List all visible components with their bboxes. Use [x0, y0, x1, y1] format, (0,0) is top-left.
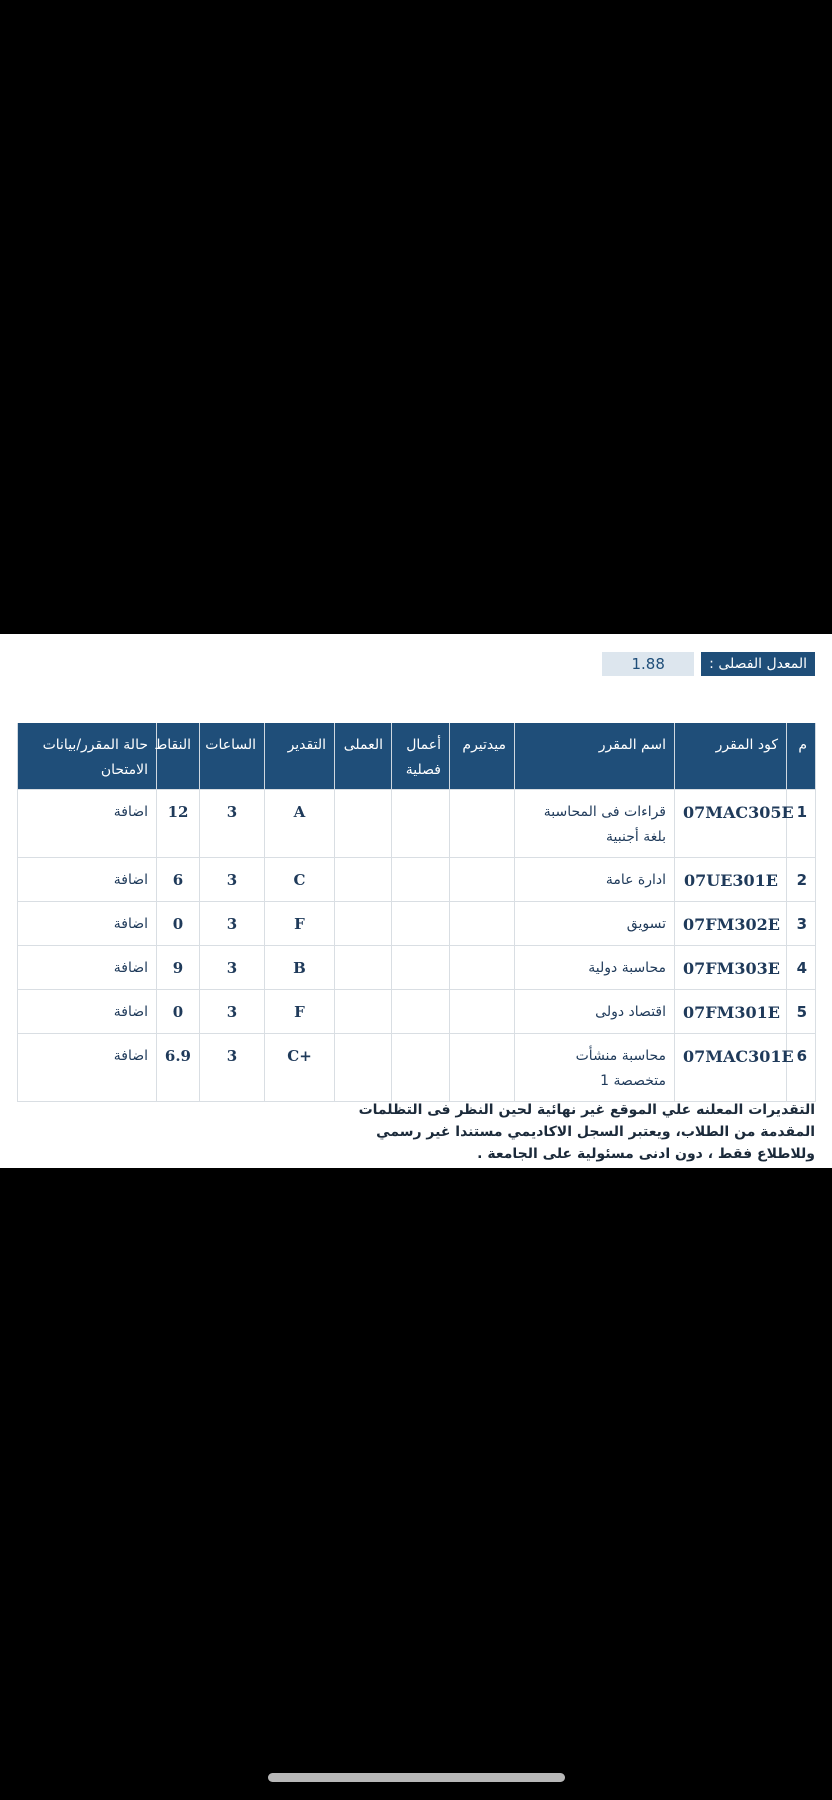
row-midterm — [450, 990, 515, 1034]
row-practical — [335, 790, 392, 858]
row-hours: 3 — [200, 990, 265, 1034]
row-grade: F — [265, 990, 335, 1034]
row-index: 5 — [787, 990, 816, 1034]
row-status: اضافة — [18, 790, 157, 858]
row-name: اقتصاد دولى — [515, 990, 675, 1034]
row-points: 0 — [157, 902, 200, 946]
table-row — [18, 1034, 816, 1102]
disclaimer-note: التقديرات المعلنه علي الموقع غير نهائية لحين النظر فى التظلمات المقدمة من الطلاب، ويعتبر السجل الاكاديمي مستندا غير رسمي وللاطلاع فقط ، دون ادنى مسئولية على الجامعة . — [358, 1102, 815, 1162]
row-coursework — [392, 946, 450, 990]
table-row — [18, 790, 816, 858]
header-grade: التقدير — [265, 723, 335, 790]
table-row — [18, 858, 816, 902]
row-status: اضافة — [18, 990, 157, 1034]
grades-table — [17, 723, 816, 1102]
header-midterm: ميدتيرم — [450, 723, 515, 790]
row-midterm — [450, 790, 515, 858]
header-index: م — [787, 723, 816, 790]
row-code: 07MAC305E — [675, 790, 787, 858]
row-name: ادارة عامة — [515, 858, 675, 902]
row-index: 3 — [787, 902, 816, 946]
row-name: محاسبة دولية — [515, 946, 675, 990]
row-code: 07FM301E — [675, 990, 787, 1034]
header-practical: العملى — [335, 723, 392, 790]
row-hours: 3 — [200, 858, 265, 902]
row-midterm — [450, 902, 515, 946]
gpa-label: المعدل الفصلى : — [701, 652, 815, 676]
table-row — [18, 946, 816, 990]
row-coursework — [392, 858, 450, 902]
row-index: 4 — [787, 946, 816, 990]
row-coursework — [392, 902, 450, 946]
header-hours: الساعات — [200, 723, 265, 790]
row-name: قراءات فى المحاسبة بلغة أجنبية — [515, 790, 675, 858]
header-status: حالة المقرر/بيانات الامتحان — [18, 723, 157, 790]
row-points: 9 — [157, 946, 200, 990]
row-points: 6 — [157, 858, 200, 902]
row-points: 0 — [157, 990, 200, 1034]
row-coursework — [392, 1034, 450, 1102]
gpa-value: 1.88 — [602, 652, 694, 676]
row-status: اضافة — [18, 1034, 157, 1102]
row-practical — [335, 946, 392, 990]
row-points: 6.9 — [157, 1034, 200, 1102]
row-index: 1 — [787, 790, 816, 858]
row-grade: C — [265, 858, 335, 902]
table-row — [18, 990, 816, 1034]
row-hours: 3 — [200, 946, 265, 990]
row-status: اضافة — [18, 946, 157, 990]
row-points: 12 — [157, 790, 200, 858]
row-index: 6 — [787, 1034, 816, 1102]
row-hours: 3 — [200, 902, 265, 946]
header-code: كود المقرر — [675, 723, 787, 790]
row-code: 07FM303E — [675, 946, 787, 990]
row-hours: 3 — [200, 790, 265, 858]
row-grade: A — [265, 790, 335, 858]
row-midterm — [450, 1034, 515, 1102]
table-header-row — [18, 723, 816, 790]
row-midterm — [450, 946, 515, 990]
header-coursework: أعمال فصلية — [392, 723, 450, 790]
row-practical — [335, 990, 392, 1034]
semester-gpa — [602, 652, 815, 676]
header-name: اسم المقرر — [515, 723, 675, 790]
header-points: النقاط — [157, 723, 200, 790]
row-grade: +C — [265, 1034, 335, 1102]
row-index: 2 — [787, 858, 816, 902]
row-practical — [335, 858, 392, 902]
row-status: اضافة — [18, 902, 157, 946]
row-grade: B — [265, 946, 335, 990]
row-code: 07FM302E — [675, 902, 787, 946]
row-name: تسويق — [515, 902, 675, 946]
row-coursework — [392, 990, 450, 1034]
row-status: اضافة — [18, 858, 157, 902]
row-name: محاسبة منشأت متخصصة 1 — [515, 1034, 675, 1102]
row-code: 07UE301E — [675, 858, 787, 902]
row-coursework — [392, 790, 450, 858]
row-code: 07MAC301E — [675, 1034, 787, 1102]
row-hours: 3 — [200, 1034, 265, 1102]
row-practical — [335, 1034, 392, 1102]
row-practical — [335, 902, 392, 946]
table-row — [18, 902, 816, 946]
row-grade: F — [265, 902, 335, 946]
home-indicator[interactable] — [268, 1773, 565, 1782]
row-midterm — [450, 858, 515, 902]
grades-page — [0, 634, 832, 1168]
